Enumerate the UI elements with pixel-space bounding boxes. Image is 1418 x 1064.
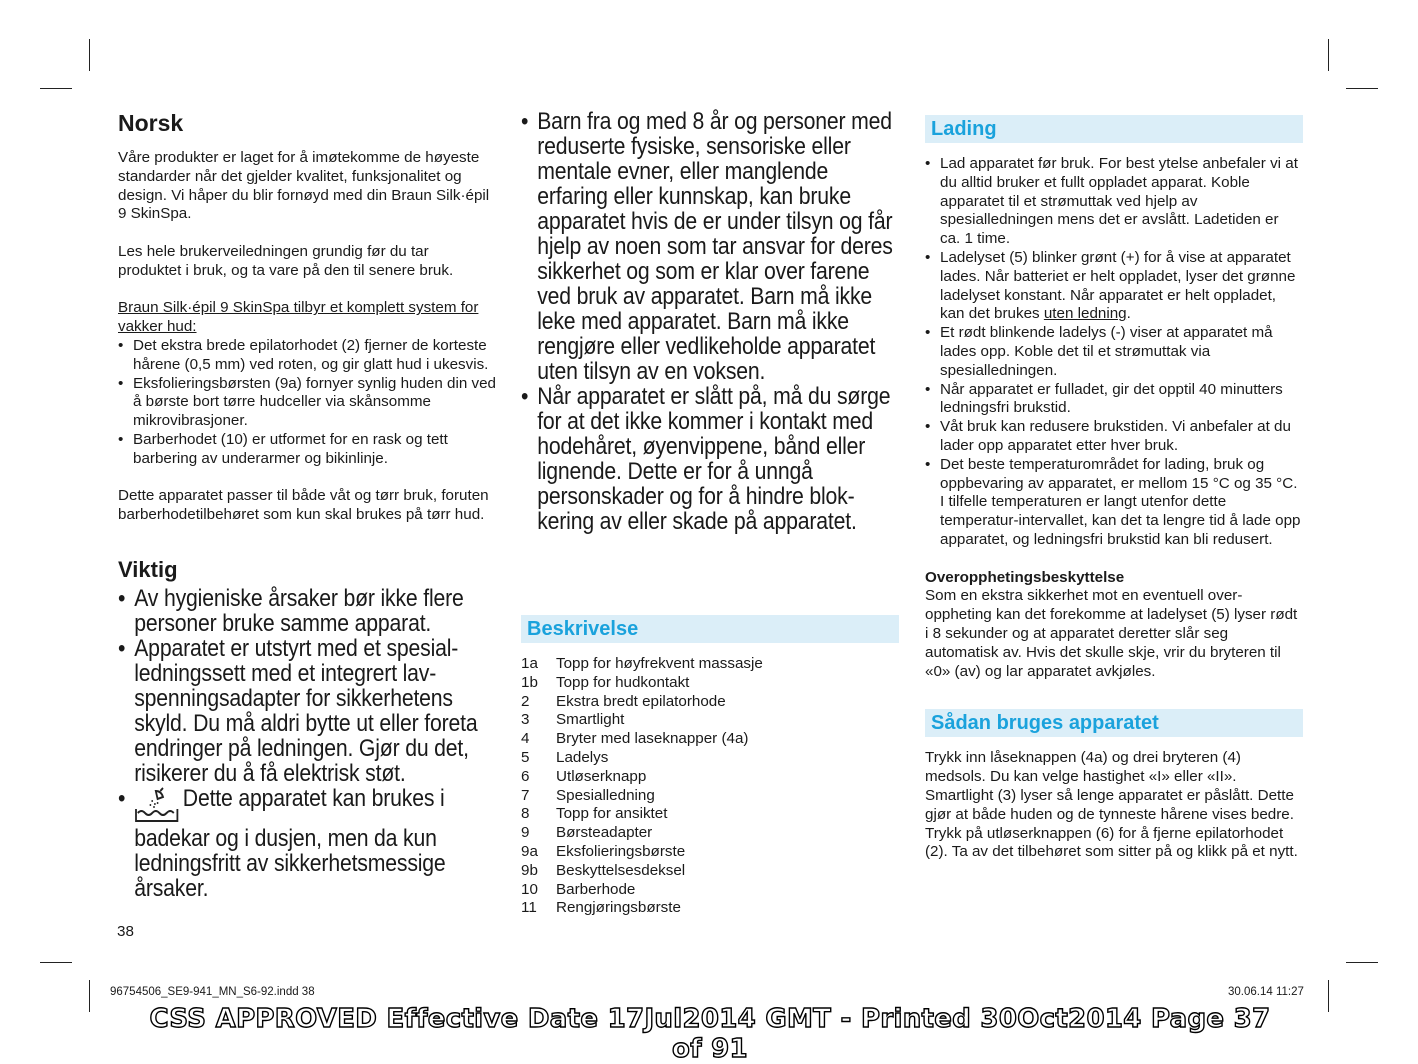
part-label: Beskyttelsesdeksel [556, 861, 686, 879]
section-title-lading: Lading [925, 115, 1303, 143]
part-label: Spesialledning [556, 786, 655, 804]
part-label: Børsteadapter [556, 824, 653, 842]
list-item [521, 787, 899, 806]
cordless-link: uten ledning [1043, 305, 1127, 323]
part-number: 9b [521, 861, 538, 879]
part-number: 9a [521, 842, 538, 860]
list-item: • Et rødt blinkende ladelys (-) viser at apparatet må lades opp. Koble det til et strømuttak via spesialledningen. [925, 324, 1303, 380]
crop-mark [89, 980, 90, 1012]
part-label: Eksfolieringsbørste [556, 842, 686, 860]
list-item [521, 749, 899, 768]
part-number: 6 [521, 767, 530, 785]
list-item: • Det beste temperaturområdet for lading, bruk og oppbevaring av apparatet, er mellom 15 °C og 35 °C. I tilfelle temperaturen er langt utenfor dette temperatur-intervallet, kan det ta lengre tid å lade opp apparatet, og ledningsfri brukstid kan bli redusert. [925, 456, 1303, 550]
section-title-beskrivelse: Beskrivelse [521, 615, 899, 643]
list-item [521, 843, 899, 862]
list-item [521, 655, 899, 674]
overheat-title: Overopphetingsbeskyttelse [925, 568, 1125, 586]
wet-dry-paragraph: Dette apparatet passer til både våt og tørr bruk, foruten barberhodetilbehøret som kun skal brukes på tørr hud. [118, 487, 489, 524]
list-item: • Eksfolieringsbørsten (9a) fornyer synlig huden din ved å børste bort tørre hudceller via skånsomme mikrovibrasjoner. [118, 375, 496, 431]
part-number: 1a [521, 655, 538, 672]
part-number: 8 [521, 805, 530, 823]
list-item: • Ladelyset (5) blinker grønt (+) for å vise at apparatet lades. Når batteriet er helt oppladet, lyser det grønne ladelyset konstant. Når apparatet er helt oppladet, kan det brukes uten ledning. [925, 249, 1303, 324]
list-item [521, 862, 899, 881]
part-number: 7 [521, 786, 530, 804]
part-number: 5 [521, 748, 530, 766]
list-item: • Apparatet er utstyrt med et spesialledningssett med et integrert lavspenningsadapter for sikkerhetens skyld. Du må aldri bytte ut eller foreta endringer på ledningen. Gjør du det, risikerer du å få elektrisk støt. [118, 637, 496, 787]
footer-file-info: 96754506_SE9-941_MN_S6-92.indd 38 [110, 986, 315, 998]
list-item: • Våt bruk kan redusere brukstiden. Vi anbefaler at du lader opp apparatet etter hver bruk. [925, 418, 1303, 456]
list-item: • Når apparatet er slått på, må du sørge for at det ikke kommer i kontakt med hodehåret, øyenvippene, bånd eller lignende. Dette er for å unngå personskader og for å hindre blokkering av eller skade på apparatet. [521, 385, 899, 535]
usage-paragraph: Trykk inn låseknappen (4a) og drei bryteren (4) medsols. Du kan velge hastighet «I» eller «II». Smartlight (3) lyser så lenge apparatet er påslått. Dette gjør at både huden og de tynneste hårene vises bedre. Trykk på utløserknappen (6) for å fjerne epilatorhodet (2). Ta av det tilbehøret som sitter på og klikk på et nytt. [925, 749, 1298, 861]
charging-list [925, 155, 1303, 550]
page-number: 38 [117, 923, 134, 940]
part-number: 11 [521, 899, 537, 917]
overheat-paragraph: Som en ekstra sikkerhet mot en eventuell overoppheting kan det forekomme at ladelyset (5) lyser rødt i 8 sekunder og at apparatet deretter slår seg automatisk av. Hvis det skulle skje, vrir du bryteren til «0» (av) og lar apparatet avkjøles. [925, 587, 1298, 680]
part-number: 10 [521, 880, 538, 898]
part-number: 3 [521, 711, 530, 729]
important-list [118, 587, 496, 902]
bath-shower-text: Dette apparatet kan brukes i badekar og i dusjen, men da kun ledningsfritt av sikkerhetsmessige årsaker. [134, 785, 446, 902]
list-item-text: Ladelyset (5) blinker grønt (+) for å vise at apparatet lades. Når batteriet er helt oppladet, lyser det grønne ladelyset konstant. Når apparatet er helt oppladet, kan det brukes [940, 248, 1296, 323]
system-title: Braun Silk·épil 9 SkinSpa tilbyr et komplett system for vakker hud: [118, 299, 479, 336]
part-label: Topp for hudkontakt [556, 673, 690, 691]
footer-date: 30.06.14 11:27 [1228, 986, 1304, 998]
list-item: • Av hygieniske årsaker bør ikke flere personer bruke samme apparat. [118, 587, 496, 637]
safety-list [521, 110, 899, 535]
shower-bath-icon [134, 787, 179, 827]
crop-mark [1328, 980, 1329, 1012]
list-item: • Når apparatet er fulladet, gir det opptil 40 minutters ledningsfri brukstid. [925, 381, 1303, 419]
part-number: 2 [521, 692, 530, 710]
part-label: Ladelys [556, 748, 609, 766]
list-item [521, 730, 899, 749]
part-label: Utløserknapp [556, 767, 647, 785]
part-label: Ekstra bredt epilatorhode [556, 692, 726, 710]
list-item [521, 693, 899, 712]
part-label: Rengjøringsbørste [556, 899, 681, 917]
section-title-norsk: Norsk [118, 110, 184, 136]
intro-paragraph: Våre produkter er laget for å imøtekomme de høyeste standarder når det gjelder kvalitet, funksjonalitet og design. Vi håper du blir fornøyd med din Braun Silk·épil 9 SkinSpa. [118, 149, 490, 223]
part-number: 4 [521, 730, 530, 748]
part-number: 1b [521, 673, 538, 691]
list-item: • Det ekstra brede epilatorhodet (2) fjerner de korteste hårene (0,5 mm) ved roten, og gir glatt hud i ukesvis. [118, 337, 496, 375]
intro-paragraph: Les hele brukerveiledningen grundig før du tar produktet i bruk, og ta vare på den til senere bruk. [118, 242, 454, 279]
list-item [521, 711, 899, 730]
crop-mark [89, 39, 90, 71]
crop-mark [40, 88, 72, 89]
list-item: • Barn fra og med 8 år og personer med reduserte fysiske, sensoriske eller mentale evner, eller manglende erfaring eller kunnskap, kan bruke apparatet hvis de er under tilsyn og får hjelp av noen som tar ansvar for deres sikkerhet og som er klar over farene ved bruk av apparatet. Barn må ikke leke med apparatet. Barn må ikke rengjøre eller vedlikeholde apparatet uten tilsyn av en voksen. [521, 110, 899, 385]
part-label: Barberhode [556, 880, 636, 898]
crop-mark [40, 962, 72, 963]
part-label: Bryter med laseknapper (4a) [556, 730, 749, 748]
part-label: Topp for ansiktet [556, 805, 668, 823]
list-item [521, 824, 899, 843]
part-number: 9 [521, 824, 530, 842]
list-item: • Barberhodet (10) er utformet for en rask og tett barbering av underarmer og bikinlinje. [118, 431, 496, 469]
list-item [521, 881, 899, 900]
column-right [925, 115, 1303, 862]
section-title-viktig: Viktig [118, 556, 178, 582]
feature-list [118, 337, 496, 469]
list-item [521, 805, 899, 824]
column-left [118, 110, 496, 902]
approval-stamp: CSS APPROVED Effective Date 17Jul2014 GMT - Printed 30Oct2014 Page 37 of 91 [149, 1004, 1271, 1064]
crop-mark [1328, 39, 1329, 71]
crop-mark [1346, 962, 1378, 963]
parts-list [521, 655, 899, 918]
crop-mark [1346, 88, 1378, 89]
list-item [118, 787, 496, 902]
list-item [521, 674, 899, 693]
list-item: • Lad apparatet før bruk. For best ytelse anbefaler vi at du alltid bruker et fullt oppladet apparat. Koble apparatet til et strømuttak ved hjelp av spesialledningen mens det er avslått. Ladetiden er ca. 1 time. [925, 155, 1303, 249]
list-item [521, 768, 899, 787]
list-item [521, 899, 899, 918]
column-middle [521, 110, 899, 918]
part-label: Topp for høyfrekvent massasje [556, 655, 763, 672]
section-title-usage: Sådan bruges apparatet [925, 709, 1303, 737]
part-label: Smartlight [556, 711, 625, 729]
